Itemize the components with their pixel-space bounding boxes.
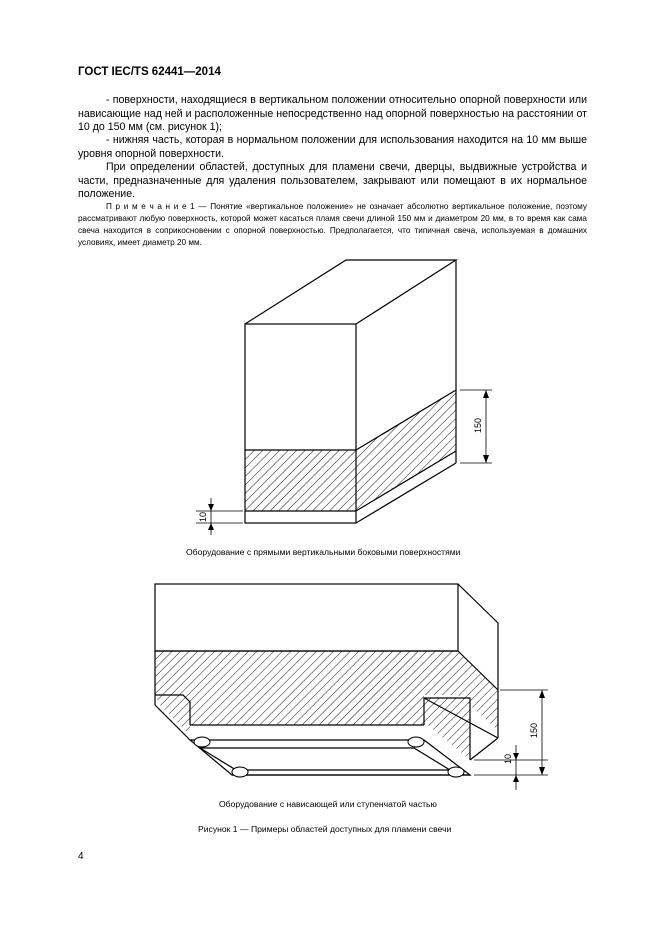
paragraph-bottom: - нижняя часть, которая в нормальном положении для использования находится на 10 мм выше уровня опорной поверхности. bbox=[78, 134, 587, 160]
dimension-10-label-b: 10 bbox=[503, 753, 513, 764]
figure-title: Рисунок 1 — Примеры областей доступных для пламени свечи bbox=[198, 824, 452, 834]
caption-figure-a: Оборудование с прямыми вертикальными боковыми поверхностями bbox=[186, 547, 461, 557]
caption-figure-b: Оборудование с нависающей или ступенчатой частью bbox=[219, 799, 437, 809]
document-header: ГОСТ IEC/TS 62441—2014 bbox=[78, 66, 221, 78]
dimension-10-label-a: 10 bbox=[198, 511, 208, 522]
page-number: 4 bbox=[78, 851, 84, 862]
paragraph-doors: При определении областей, доступных для пламени свечи, дверцы, выдвижные устройства и части, предназначенные для удаления пользователем, закрывают или помещают в их нормальное положение. bbox=[78, 161, 587, 201]
dimension-150-label-b: 150 bbox=[529, 722, 539, 738]
note-1: П р и м е ч а н и е 1 — Понятие «вертикальное положение» не означает абсолютно вертикальное положение, поэтому рассматривают любую поверхность, которой может касаться пламя свечи длиной 150 мм и диаметром 20 мм, в то время как сама свеча находится в соприкосновении с опорной поверхностью. Предполагается, что типичная свеча, используемая в домашних условиях, имеет диаметр 20 мм. bbox=[78, 202, 587, 247]
paragraph-surfaces: - поверхности, находящиеся в вертикальном положении относительно опорной поверхности или нависающие над ней и расположенные непосредственно над опорной поверхностью на расстоянии от 10 до 150 мм (см. рисунок 1); bbox=[78, 94, 587, 134]
dimension-150-label-a: 150 bbox=[473, 417, 483, 433]
